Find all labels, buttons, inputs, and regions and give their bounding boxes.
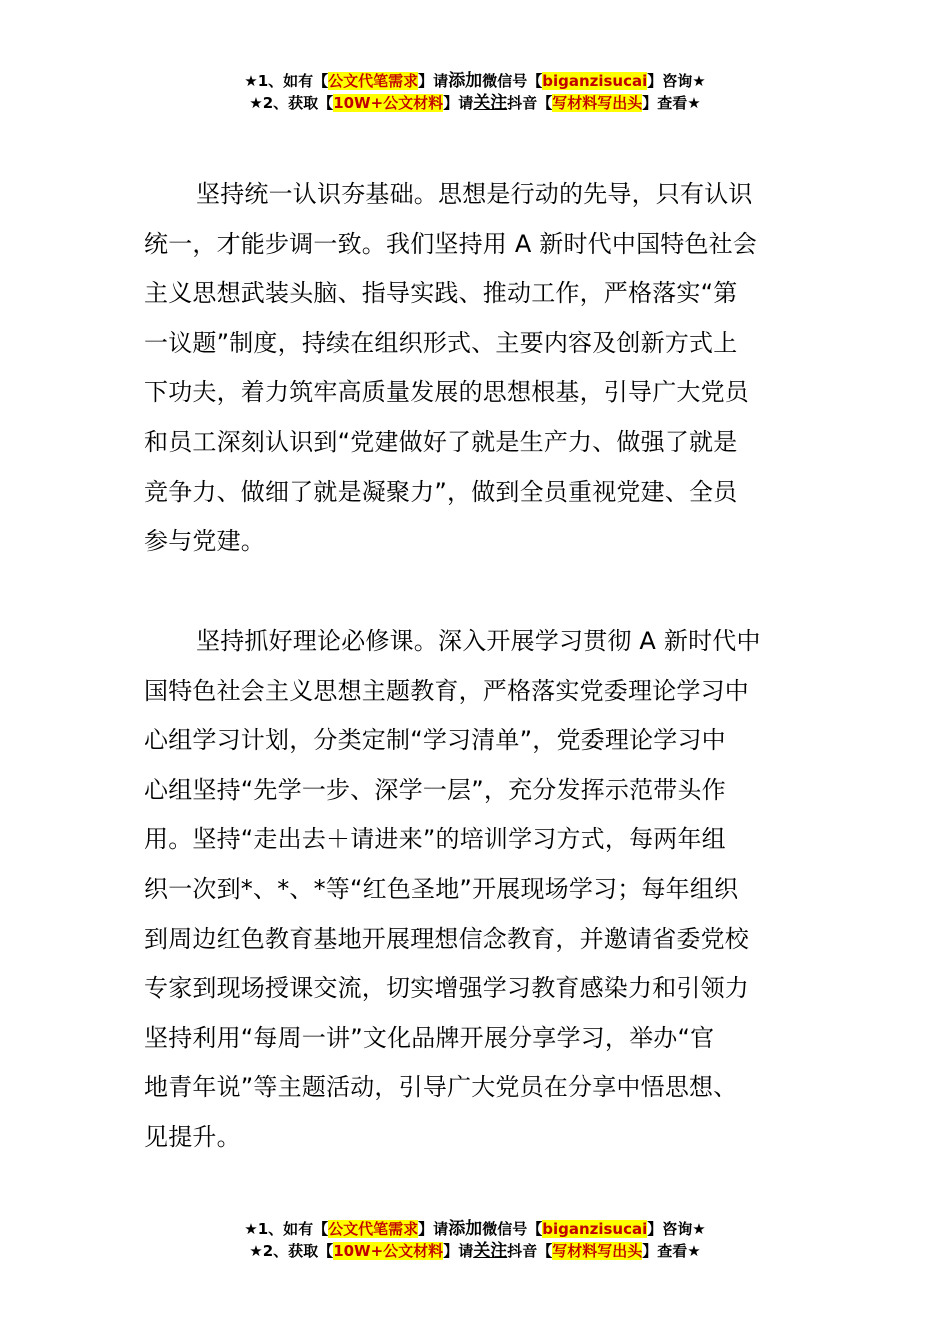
- paragraph-1-line: 坚持统一认识夯基础。思想是行动的先导，只有认识: [196, 180, 753, 208]
- paragraph-2-line: 见提升。: [144, 1122, 241, 1151]
- header-highlight-service: 公文代笔需求: [328, 72, 419, 90]
- paragraph-2: [144, 617, 810, 1163]
- footer-line-1-prefix: ★1、如有【: [244, 1220, 329, 1238]
- paragraph-2-line: 用。坚持“走出去＋请进来”的培训学习方式，每两年组: [144, 825, 726, 854]
- paragraph-1-line: 和员工深刻认识到“党建做好了就是生产力、做强了就是: [144, 427, 738, 456]
- paragraph-2-line: 坚持利用“每周一讲”文化品牌开展分享学习，举办“官: [144, 1023, 715, 1052]
- header-banner: [0, 70, 950, 114]
- footer-emphasis-add: 添加: [448, 1219, 483, 1239]
- footer-highlight-service: 公文代笔需求: [328, 1220, 419, 1238]
- footer-line-1-text-2: 微信号【: [482, 1220, 543, 1238]
- paragraph-1-line: 参与党建。: [144, 527, 265, 556]
- header-line-1-suffix: 】咨询★: [647, 72, 706, 90]
- header-line-1-text-2: 微信号【: [482, 72, 543, 90]
- header-highlight-materials: 10W+公文材料: [333, 94, 444, 112]
- footer-line-2-text-2: 抖音【: [507, 1242, 553, 1260]
- footer-line-2-suffix: 】查看★: [642, 1242, 701, 1260]
- paragraph-2-line: 国特色社会主义思想主题教育，严格落实党委理论学习中: [144, 676, 749, 705]
- footer-emphasis-follow: 关注: [473, 1241, 508, 1261]
- footer-line-2: [0, 1240, 950, 1262]
- paragraph-1-line: 竞争力、做细了就是凝聚力”，做到全员重视党建、全员: [144, 477, 738, 506]
- header-emphasis-add: 添加: [448, 71, 483, 91]
- footer-highlight-douyin-name: 写材料写出头: [552, 1242, 643, 1260]
- header-line-2-prefix: ★2、获取【: [249, 94, 334, 112]
- footer-highlight-wechat-id: biganzisucai: [542, 1220, 648, 1238]
- paragraph-2-line: 心组坚持“先学一步、深学一层”，充分发挥示范带头作: [144, 775, 726, 804]
- header-line-1-prefix: ★1、如有【: [244, 72, 329, 90]
- paragraph-2-line: 坚持抓好理论必修课。深入开展学习贯彻 A 新时代中: [196, 627, 761, 655]
- paragraph-1: [144, 170, 810, 567]
- header-line-2-suffix: 】查看★: [642, 94, 701, 112]
- paragraph-1-line: 统一，才能步调一致。我们坚持用 A 新时代中国特色社会: [144, 229, 758, 258]
- header-line-2-text-2: 抖音【: [507, 94, 553, 112]
- paragraph-2-line: 专家到现场授课交流，切实增强学习教育感染力和引领力: [144, 974, 749, 1003]
- header-line-1: [0, 70, 950, 92]
- header-emphasis-follow: 关注: [473, 93, 508, 113]
- footer-banner: [0, 1218, 950, 1262]
- paragraph-1-line: 下功夫，着力筑牢高质量发展的思想根基，引导广大党员: [144, 378, 749, 407]
- paragraph-1-line: 一议题”制度，持续在组织形式、主要内容及创新方式上: [144, 328, 738, 357]
- footer-line-1-text: 】请: [418, 1220, 449, 1238]
- header-line-1-text: 】请: [418, 72, 449, 90]
- footer-line-1: [0, 1218, 950, 1240]
- header-highlight-wechat-id: biganzisucai: [542, 72, 648, 90]
- header-line-2-text: 】请: [443, 94, 474, 112]
- footer-line-2-text: 】请: [443, 1242, 474, 1260]
- paragraph-2-line: 到周边红色教育基地开展理想信念教育，并邀请省委党校: [144, 924, 749, 953]
- paragraph-2-line: 织一次到*、*、*等“红色圣地”开展现场学习；每年组织: [144, 874, 739, 903]
- footer-highlight-materials: 10W+公文材料: [333, 1242, 444, 1260]
- footer-line-2-prefix: ★2、获取【: [249, 1242, 334, 1260]
- paragraph-2-line: 地青年说”等主题活动，引导广大党员在分享中悟思想、: [144, 1073, 738, 1102]
- header-highlight-douyin-name: 写材料写出头: [552, 94, 643, 112]
- paragraph-1-line: 主义思想武装头脑、指导实践、推动工作，严格落实“第: [144, 279, 738, 308]
- header-line-2: [0, 92, 950, 114]
- footer-line-1-suffix: 】咨询★: [647, 1220, 706, 1238]
- paragraph-2-line: 心组学习计划，分类定制“学习清单”，党委理论学习中: [144, 726, 726, 755]
